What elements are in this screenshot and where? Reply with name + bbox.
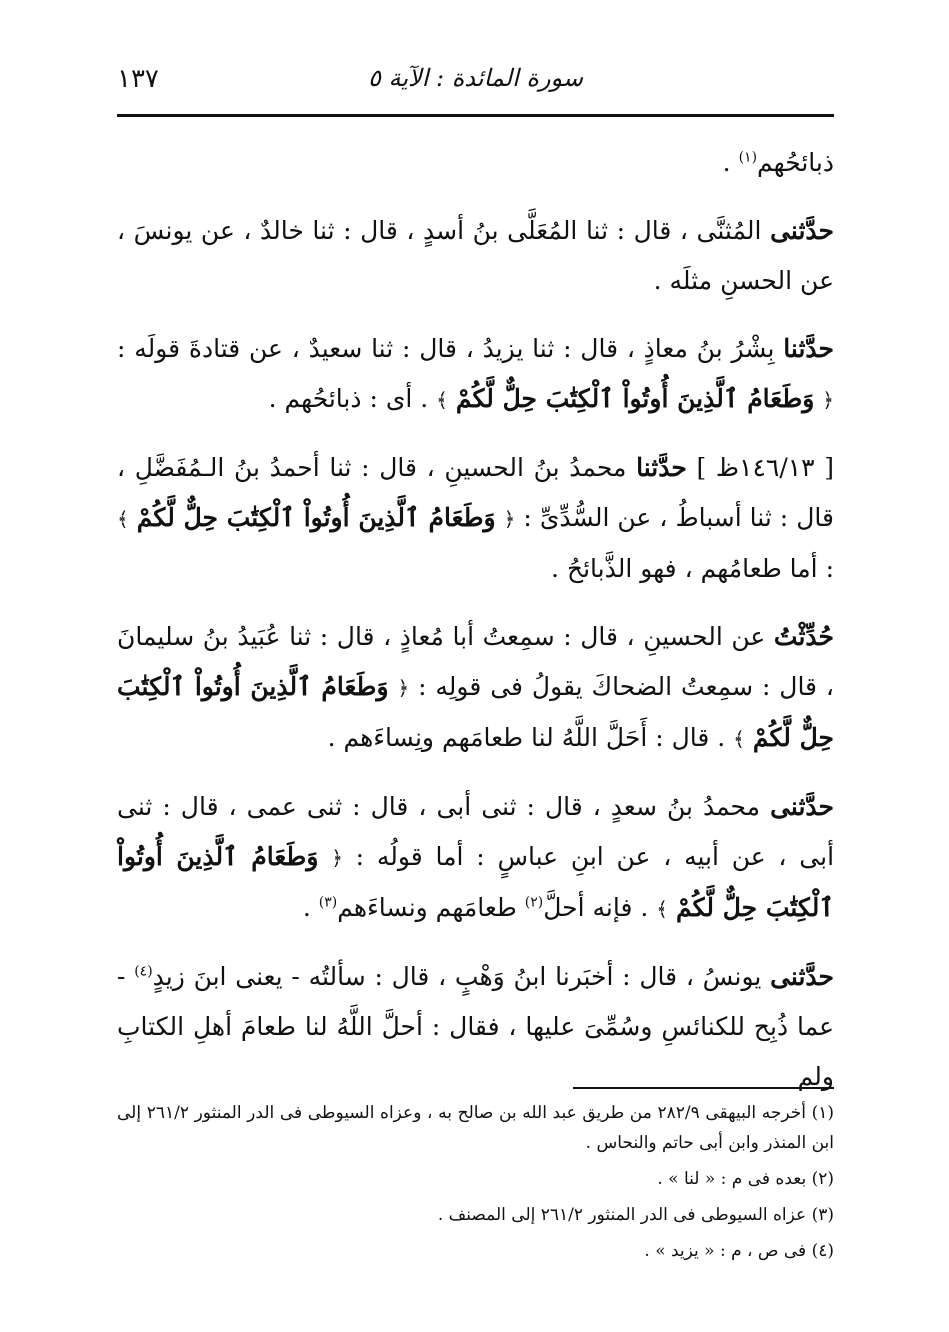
paragraph-end: .: [302, 893, 319, 922]
page-header: [117, 62, 834, 102]
running-title: سورة المائدة : الآية ٥: [367, 64, 584, 92]
page-number: ١٣٧: [117, 64, 159, 94]
paragraph-after: . أى : ذبائحُهم .: [268, 384, 437, 413]
quran-verse: وَطَعَامُ ٱلَّذِينَ أُوتُواْ ٱلْكِتَٰبَ حِلٌّ لَّكُمْ: [117, 842, 834, 922]
header-rule: [117, 114, 834, 117]
isnad-lead: حدَّثنا: [783, 334, 834, 363]
paragraph-text: المُثنَّى ، قال : ثنا المُعَلَّى بنُ أسدٍ ، قال : ثنا خالدٌ ، عن يونسَ ، عن الحسنِ مثلَه .: [117, 216, 834, 295]
footnotes: [117, 1098, 834, 1272]
footnote-rule: [573, 1087, 834, 1089]
paragraph-4: [117, 443, 834, 594]
quran-bracket-close: ﴾: [117, 507, 129, 531]
isnad-lead: حدَّثنا: [636, 453, 687, 482]
paragraph-after: طعامَهم ونساءَهم: [337, 893, 525, 922]
paragraph-after: : أما طعامُهم ، فهو الذَّبائحُ .: [551, 554, 834, 583]
footnote-1: (١) أخرجه البيهقى ٢٨٢/٩ من طريق عبد الله بن صالح به ، وعزاه السيوطى فى الدر المنثور ٢٦١/٢ إلى ابن المنذر وابن أبى حاتم والنحاس .: [117, 1103, 834, 1153]
isnad-lead: حدَّثنى: [770, 962, 835, 991]
quran-bracket-close: ﴾: [436, 388, 448, 412]
quran-bracket-open: ﴿: [397, 676, 410, 700]
quran-bracket-open: ﴿: [331, 846, 343, 870]
paragraph-after: - عما ذُبِح للكنائسِ وسُمِّىَ عليها ، فقال : أحلَّ اللَّهُ لنا طعامَ أهلِ الكتابِ ولم: [117, 962, 834, 1091]
isnad-lead: حدَّثنى: [770, 792, 834, 821]
footnote-2: (٢) بعده فى م : « لنا » .: [657, 1169, 834, 1189]
footnote-3: (٣) عزاه السيوطى فى الدر المنثور ٢٦١/٢ إلى المصنف .: [437, 1205, 834, 1225]
paragraph-6: [117, 782, 834, 934]
paragraph-text: محمدُ بنُ سعدٍ ، قال : ثنى أبى ، قال : ثنى عمى ، قال : ثنى أبى ، عن أبيه ، عن ابنِ عباسٍ : أما قولُه :: [117, 792, 835, 871]
paragraph-2: [117, 206, 834, 306]
manuscript-marker: [ ١٤٦/١٣ظ ]: [696, 453, 835, 482]
paragraph-text: عن الحسينِ ، قال : سمِعتُ أبا مُعاذٍ ، قال : ثنا عُبَيدُ بنُ سليمانَ ، قال : سمِعتُ الضحاكَ يقولُ فى قولِه :: [117, 622, 834, 701]
quran-verse: وَطَعَامُ ٱلَّذِينَ أُوتُواْ ٱلْكِتَٰبَ حِلٌّ لَّكُمْ: [455, 384, 815, 413]
paragraph-after: . فإنه أحلَّ: [543, 893, 657, 922]
isnad-lead: حدَّثنى: [770, 216, 834, 245]
quran-verse: وَطَعَامُ ٱلَّذِينَ أُوتُواْ ٱلْكِتَٰبَ حِلٌّ لَّكُمْ: [117, 672, 834, 752]
footnote-ref: (١): [738, 149, 758, 166]
paragraph-text: بِشْرُ بنُ معاذٍ ، قال : ثنا يزيدُ ، قال : ثنا سعيدٌ ، عن قتادةَ قولَه :: [117, 334, 784, 363]
quran-verse: وَطَعَامُ ٱلَّذِينَ أُوتُواْ ٱلْكِتَٰبَ حِلٌّ لَّكُمْ: [136, 503, 496, 532]
paragraph-after: . قال : أَحَلَّ اللَّهُ لنا طعامَهم ونِساءَهم .: [327, 723, 734, 752]
footnote-4: (٤) فى ص ، م : « يزيد » .: [644, 1241, 834, 1261]
paragraph-text: يونسُ ، قال : أخبَرنا ابنُ وَهْبٍ ، قال : سألتُه - يعنى ابنَ زيدٍ: [152, 962, 771, 991]
quran-bracket-open: ﴿: [503, 507, 516, 531]
quran-bracket-close: ﴾: [733, 727, 745, 751]
quran-bracket-close: ﴾: [656, 897, 669, 921]
paragraph-7: [117, 952, 834, 1102]
paragraph-end: .: [722, 148, 739, 177]
isnad-lead: حُدِّثْتُ: [773, 622, 834, 651]
paragraph-5: [117, 612, 834, 764]
paragraph-text: محمدُ بنُ الحسينِ ، قال : ثنا أحمدُ بنُ الـمُفَضَّلِ ، قال : ثنا أسباطُ ، عن السُّدِّىِّ :: [117, 453, 834, 532]
main-text: [117, 138, 834, 1120]
paragraph-text: ذبائحُهم: [757, 148, 834, 177]
quran-bracket-open: ﴿: [822, 388, 834, 412]
footnote-ref: (٤): [134, 963, 153, 980]
footnote-ref: (٣): [318, 894, 338, 911]
footnote-ref: (٢): [524, 894, 544, 911]
paragraph-3: [117, 324, 834, 425]
paragraph-1: [117, 138, 834, 188]
